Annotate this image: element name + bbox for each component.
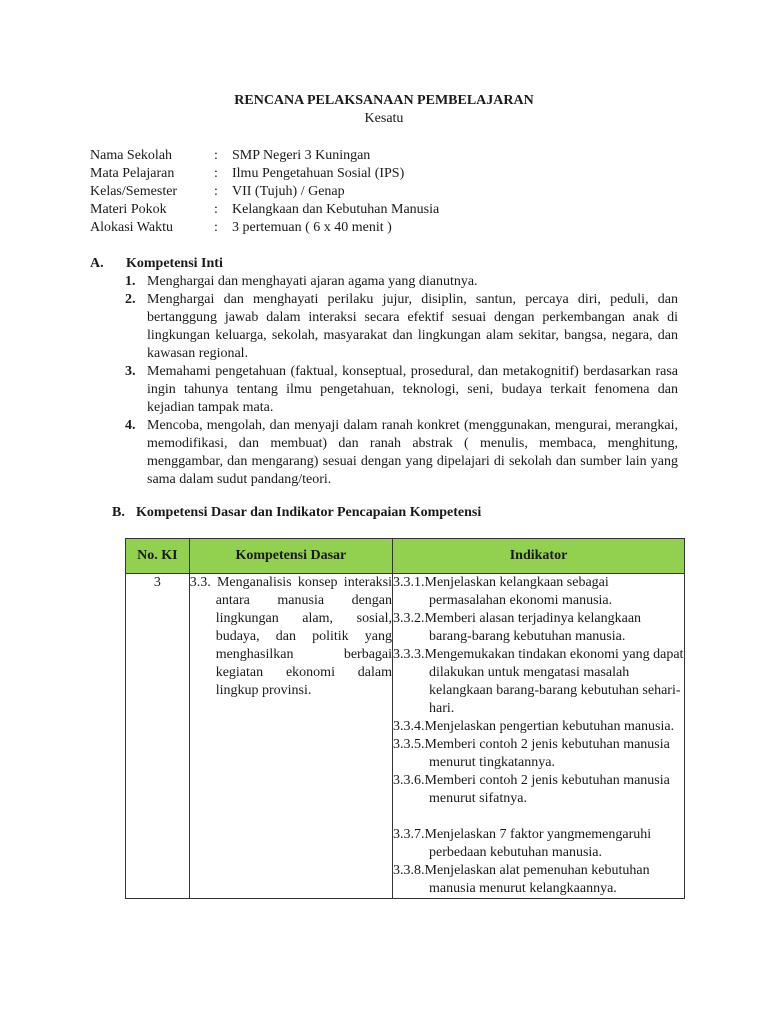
section-letter: B. (112, 505, 125, 520)
column-header-no-ki: No. KI (126, 539, 190, 574)
list-item (125, 291, 678, 363)
indicator-item: 3.3.1.Menjelaskan kelangkaan sebagai permasalahan ekonomi manusia. (393, 575, 613, 608)
indicator-item: 3.3.5.Memberi contoh 2 jenis kebutuhan manusia menurut tingkatannya. (393, 737, 670, 770)
info-label: Alokasi Waktu (90, 220, 173, 235)
info-colon: : (214, 220, 218, 235)
spacer (393, 808, 684, 826)
info-label: Nama Sekolah (90, 148, 173, 163)
info-label: Materi Pokok (90, 202, 167, 217)
core-competency-list (125, 273, 678, 489)
identity-block (90, 147, 439, 237)
section-b-heading (112, 504, 481, 522)
column-header-indikator: Indikator (393, 539, 685, 574)
info-value: SMP Negeri 3 Kuningan (232, 148, 371, 163)
list-item (125, 273, 678, 291)
info-colon: : (214, 148, 218, 163)
info-value: Ilmu Pengetahuan Sosial (IPS) (232, 166, 405, 181)
list-text: Menghargai dan menghayati ajaran agama yang dianutnya. (147, 274, 478, 289)
basic-competency-text: 3.3. Menganalisis konsep interaksi antara manusia dengan lingkungan alam, sosial, budaya, dan politik yang menghasilkan berbagai kegiatan ekonomi dalam lingkup provinsi. (189, 575, 393, 698)
indicator-item: 3.3.6.Memberi contoh 2 jenis kebutuhan manusia menurut sifatnya. (393, 773, 670, 806)
list-item (125, 363, 678, 417)
info-value: VII (Tujuh) / Genap (232, 184, 345, 199)
list-text: Mencoba, mengolah, dan menyaji dalam ranah konkret (menggunakan, mengurai, merangkai, memodifikasi, dan membuat) dan ranah abstrak ( menulis, membaca, menghitung, menggambar, dan mengarang) sesuai dengan yang dipelajari di sekolah dan sumber lain yang sama dalam sudut pandang/teori. (147, 418, 678, 487)
cell-ki-number: 3 (126, 574, 190, 899)
table-row (126, 574, 685, 899)
indicator-item: 3.3.2.Memberi alasan terjadinya kelangkaan barang-barang kebutuhan manusia. (393, 611, 642, 644)
indicator-item: 3.3.8.Menjelaskan alat pemenuhan kebutuhan manusia menurut kelangkaannya. (393, 863, 650, 896)
info-label: Kelas/Semester (90, 184, 178, 199)
info-row-class (90, 183, 439, 201)
section-letter: A. (90, 256, 104, 271)
section-title: Kompetensi Dasar dan Indikator Pencapaian Kompetensi (136, 505, 482, 520)
section-a-heading (90, 255, 223, 273)
list-number: 2. (125, 292, 136, 307)
cell-basic-competency (189, 574, 392, 899)
list-number: 3. (125, 364, 136, 379)
info-label: Mata Pelajaran (90, 166, 175, 181)
info-value: Kelangkaan dan Kebutuhan Manusia (232, 202, 440, 217)
cell-indicators (393, 574, 685, 899)
list-number: 1. (125, 274, 136, 289)
table-header-row (126, 539, 685, 574)
list-text: Menghargai dan menghayati perilaku jujur, disiplin, santun, percaya diri, peduli, dan bertanggung jawab dalam interaksi secara efektif sesuai dengan perkembangan anak di lingkungan keluarga, sekolah, masyarakat dan lingkungan alam sekitar, bangsa, negara, dan kawasan regional. (147, 292, 678, 361)
info-row-topic (90, 201, 439, 219)
info-row-time (90, 219, 439, 237)
list-text: Memahami pengetahuan (faktual, konseptual, prosedural, dan metakognitif) berdasarkan rasa ingin tahunya tentang ilmu pengetahuan, teknologi, seni, budaya terkait fenomena dan kejadian tampak mata. (147, 364, 678, 415)
list-item (125, 417, 678, 489)
column-header-kompetensi-dasar: Kompetensi Dasar (189, 539, 392, 574)
competency-table (125, 538, 685, 899)
indicator-item: 3.3.3.Mengemukakan tindakan ekonomi yang dapat dilakukan untuk mengatasi masalah kelangkaan barang-barang kebutuhan sehari-hari. (393, 647, 684, 716)
info-colon: : (214, 202, 218, 217)
info-row-subject (90, 165, 439, 183)
info-colon: : (214, 184, 218, 199)
document-subtitle: Kesatu (364, 111, 404, 126)
section-title: Kompetensi Inti (126, 256, 223, 271)
list-number: 4. (125, 418, 136, 433)
indicator-item: 3.3.4.Menjelaskan pengertian kebutuhan manusia. (393, 719, 675, 734)
info-colon: : (214, 166, 218, 181)
indicator-item: 3.3.7.Menjelaskan 7 faktor yangmemengaruhi perbedaan kebutuhan manusia. (393, 827, 652, 860)
info-row-school (90, 147, 439, 165)
document-title: RENCANA PELAKSANAAN PEMBELAJARAN (234, 93, 534, 108)
info-value: 3 pertemuan ( 6 x 40 menit ) (232, 220, 392, 235)
